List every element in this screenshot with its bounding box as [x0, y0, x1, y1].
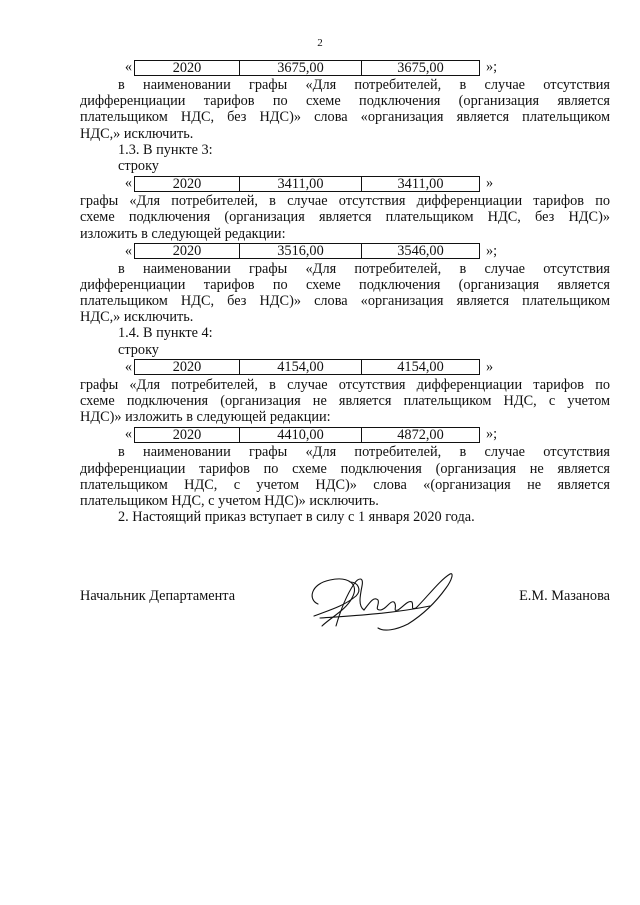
- value-cell: 4154,00: [240, 360, 362, 375]
- paragraph-line: графы «Для потребителей, в случае отсутствия дифференциации тарифов по: [80, 193, 610, 210]
- paragraph-line: схеме подключения (организация не является плательщиком НДС, с учетом: [80, 393, 610, 409]
- value-cell: 3516,00: [240, 244, 362, 259]
- year-cell: 2020: [135, 176, 240, 191]
- value-cell: 3675,00: [362, 60, 480, 75]
- value-cell: 4872,00: [362, 427, 480, 442]
- year-cell: 2020: [135, 244, 240, 259]
- signatory-title: Начальник Департамента: [80, 588, 236, 604]
- document-body: [80, 58, 610, 525]
- year-cell: 2020: [135, 360, 240, 375]
- paragraph-line: плательщиком НДС, с учетом НДС)» слова «(организация не является: [80, 476, 610, 493]
- year-cell: 2020: [135, 60, 240, 75]
- paragraph-line: в наименовании графы «Для потребителей, в случае отсутствия: [118, 444, 610, 461]
- tariff-row: [80, 358, 610, 377]
- close-quote: »: [486, 358, 494, 375]
- paragraph-line: плательщиком НДС, без НДС)» слова «организация является плательщиком: [80, 109, 610, 126]
- close-quote: »;: [486, 426, 498, 443]
- paragraph-line: НДС,» исключить.: [80, 309, 194, 326]
- year-cell: 2020: [135, 427, 240, 442]
- paragraph-line: НДС,» исключить.: [80, 125, 194, 142]
- value-cell: 3546,00: [362, 244, 480, 259]
- value-cell: 3675,00: [240, 60, 362, 75]
- tariff-table: [134, 427, 480, 443]
- close-quote: »;: [486, 59, 498, 75]
- paragraph-line: схеме подключения (организация является плательщиком НДС, без НДС)»: [80, 209, 610, 226]
- paragraph-line: строку: [118, 157, 159, 174]
- page-number: 2: [317, 37, 323, 49]
- open-quote: «: [124, 59, 132, 75]
- open-quote: «: [124, 175, 132, 192]
- value-cell: 3411,00: [362, 176, 480, 191]
- paragraph-line: НДС)» изложить в следующей редакции:: [80, 409, 331, 426]
- signatory-name: Е.М. Мазанова: [519, 588, 610, 604]
- paragraph-line: дифференциации тарифов по схеме подключения (организация является: [80, 276, 610, 293]
- value-cell: 4154,00: [362, 360, 480, 375]
- open-quote: «: [124, 358, 132, 375]
- final-item: 2. Настоящий приказ вступает в силу с 1 января 2020 года.: [118, 509, 475, 526]
- section-heading: 1.3. В пункте 3:: [118, 141, 213, 158]
- paragraph-line: плательщиком НДС, без НДС)» слова «организация является плательщиком: [80, 293, 610, 310]
- tariff-row: [80, 174, 610, 193]
- tariff-row: [80, 425, 610, 444]
- open-quote: «: [124, 426, 132, 443]
- paragraph-line: дифференциации тарифов по схеме подключения (организация не является: [80, 460, 610, 477]
- tariff-table: [134, 176, 480, 192]
- section-heading: 1.4. В пункте 4:: [118, 325, 213, 342]
- close-quote: »: [486, 175, 494, 192]
- paragraph-line: плательщиком НДС, с учетом НДС)» исключить.: [80, 492, 379, 509]
- open-quote: «: [124, 242, 132, 259]
- paragraph-line: графы «Для потребителей, в случае отсутствия дифференциации тарифов по: [80, 376, 610, 393]
- tariff-row: [80, 58, 610, 77]
- tariff-row: [80, 242, 610, 261]
- handwritten-signature-icon: [300, 566, 460, 636]
- paragraph-line: в наименовании графы «Для потребителей, в случае отсутствия: [118, 260, 610, 277]
- paragraph-line: изложить в следующей редакции:: [80, 225, 286, 242]
- close-quote: »;: [486, 242, 498, 259]
- tariff-table: [134, 60, 480, 76]
- tariff-table: [134, 243, 480, 259]
- value-cell: 3411,00: [240, 176, 362, 191]
- paragraph-line: строку: [118, 341, 159, 358]
- paragraph-line: дифференциации тарифов по схеме подключения (организация является: [80, 93, 610, 110]
- value-cell: 4410,00: [240, 427, 362, 442]
- tariff-table: [134, 359, 480, 375]
- paragraph-line: в наименовании графы «Для потребителей, в случае отсутствия: [118, 77, 610, 93]
